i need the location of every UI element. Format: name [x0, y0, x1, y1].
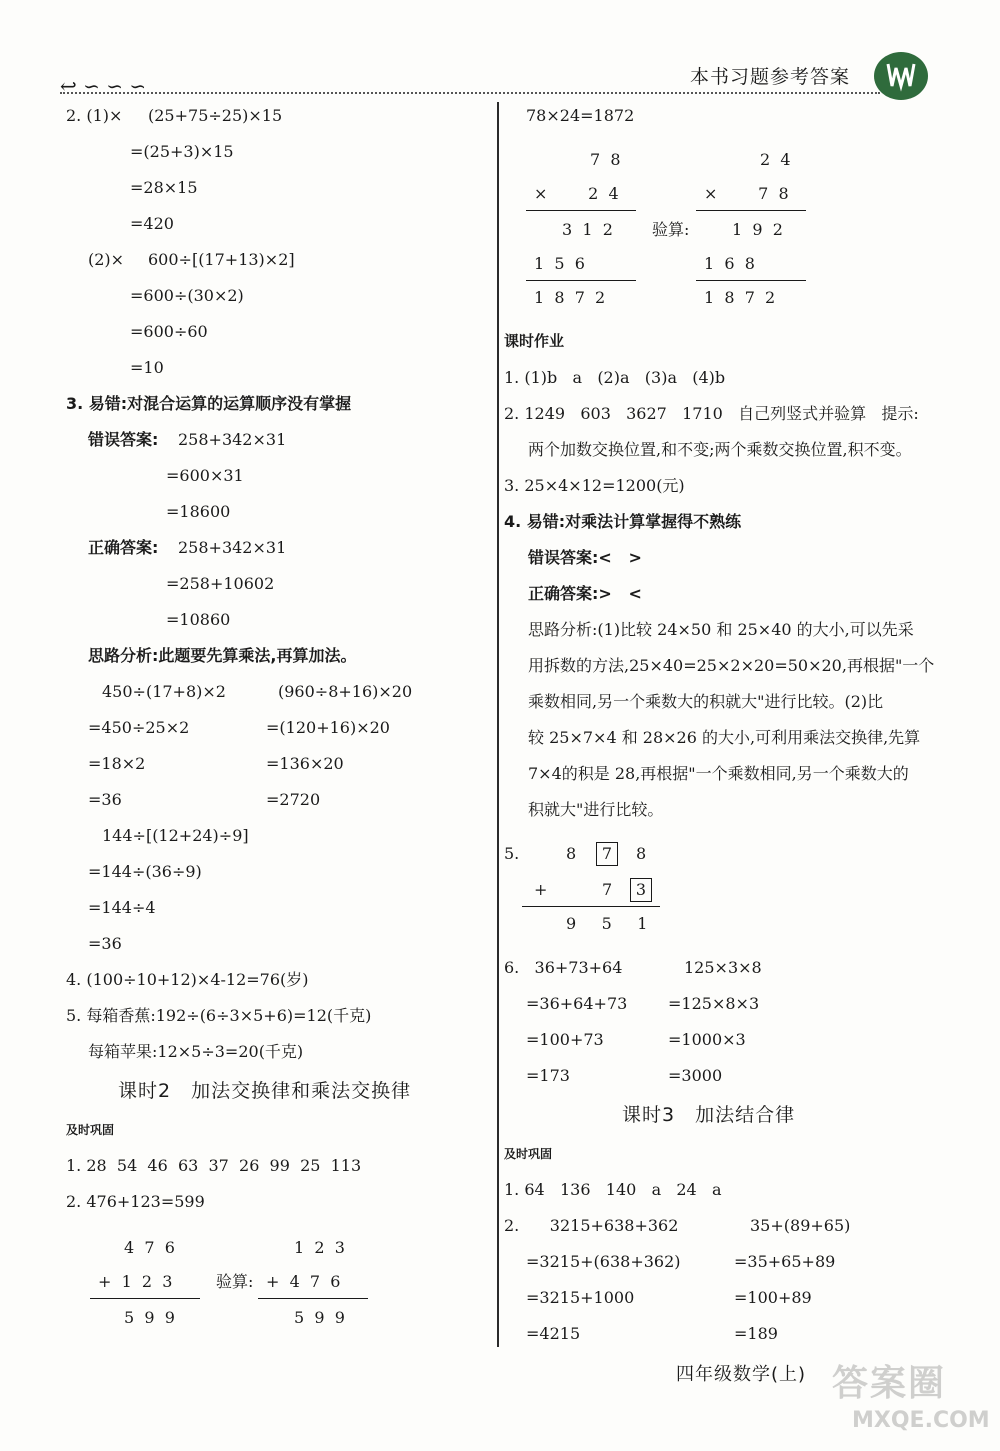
- hw-q5-op: +: [534, 880, 548, 899]
- section-label: 及时巩固: [504, 1147, 553, 1161]
- vertical-add-line: [258, 1298, 368, 1299]
- hw-q3: 3. 25×4×12=1200(元): [504, 476, 685, 495]
- lesson2-title: 课时2 加法交换律和乘法交换律: [118, 1080, 412, 1102]
- calc-c-step: 144÷[(12+24)÷9]: [102, 826, 249, 845]
- calc-a-step: 450÷(17+8)×2: [102, 682, 226, 701]
- q3-right-step: 258+342×31: [178, 538, 287, 557]
- section-label: 及时巩固: [66, 1123, 115, 1137]
- hw-q6-a: =36+64+73: [526, 994, 628, 1013]
- q2-1-step: =(25+3)×15: [130, 142, 234, 161]
- vertical-add-line: [90, 1298, 200, 1299]
- q2-2-label: (2)×: [88, 250, 125, 269]
- mult-line: [526, 280, 636, 281]
- page-header-title: 本书习题参考答案: [690, 66, 851, 88]
- watermark: 答案圈: [832, 1363, 947, 1404]
- homework-heading: 课时作业: [504, 332, 565, 350]
- hw-q2: 2. 1249 603 3627 1710 自己列竖式并验算 提示:: [504, 404, 919, 423]
- q3-wrong-label: 错误答案:: [88, 430, 159, 449]
- q5-answer: 5. 每箱香蕉:192÷(6÷3×5+6)=12(千克): [66, 1006, 372, 1025]
- q5-answer: 每箱苹果:12×5÷3=20(千克): [88, 1042, 304, 1061]
- l3-q2-b: 35+(89+65): [750, 1216, 851, 1235]
- hw-q5-digit: 8: [566, 844, 577, 863]
- hw-q4-analysis: 思路分析:(1)比较 24×50 和 25×40 的大小,可以先采: [528, 620, 914, 639]
- hw-q1: 1. (1)b a (2)a (3)a (4)b: [504, 368, 726, 387]
- check-label: 验算:: [216, 1272, 254, 1291]
- vertical-add-row: 5 9 9: [294, 1308, 345, 1327]
- hw-q6-b: =125×8×3: [668, 994, 760, 1013]
- calc-c-step: =144÷4: [88, 898, 156, 917]
- calc-a-step: =18×2: [88, 754, 146, 773]
- vertical-add-row: 4 7 6: [124, 1238, 175, 1257]
- hw-q5-box: 7: [596, 842, 618, 866]
- hw-q2: 两个加数交换位置,和不变;两个乘数交换位置,积不变。: [528, 440, 912, 459]
- q4-answer: 4. (100÷10+12)×4-12=76(岁): [66, 970, 309, 989]
- hw-q5-line: [522, 906, 660, 907]
- q3-title: 3. 易错:对混合运算的运算顺序没有掌握: [66, 394, 352, 413]
- hw-q6-a: =100+73: [526, 1030, 604, 1049]
- l3-q2-b: =189: [734, 1324, 778, 1343]
- l2-q2: 2. 476+123=599: [66, 1192, 205, 1211]
- hw-q5-label: 5.: [504, 844, 520, 863]
- hw-q5-box: 3: [630, 878, 652, 902]
- mult-line: [696, 210, 806, 211]
- watermark-site: MXQE.COM: [852, 1408, 990, 1433]
- hw-q5-result: 9 5 1: [566, 914, 648, 933]
- mult-row: 1 8 7 2: [704, 288, 776, 307]
- calc-b-step: =2720: [266, 790, 321, 809]
- column-divider: [497, 102, 499, 1347]
- calc-b-step: =136×20: [266, 754, 344, 773]
- mult-row: 3 1 2: [562, 220, 613, 239]
- book-logo-icon: [874, 52, 928, 100]
- mult-row: 1 6 8: [704, 254, 755, 273]
- hw-q5-digit: 8: [636, 844, 647, 863]
- header-curl-icon: ↩ ∽ ∽ ∽: [60, 74, 147, 98]
- hw-q6-a: 6. 36+73+64: [504, 958, 623, 977]
- q3-right-step: =258+10602: [166, 574, 275, 593]
- l3-q2-a: 2. 3215+638+362: [504, 1216, 679, 1235]
- q3-right-label: 正确答案:: [88, 538, 159, 557]
- q2-1-step: =420: [130, 214, 174, 233]
- vertical-add-row: + 4 7 6: [266, 1272, 341, 1291]
- q2-2-step: =600÷(30×2): [130, 286, 244, 305]
- q2-1-expr: (25+75÷25)×15: [148, 106, 283, 125]
- l3-q2-a: =3215+(638+362): [526, 1252, 681, 1271]
- mult-row: 1 9 2: [732, 220, 783, 239]
- q3-analysis: 思路分析:此题要先算乘法,再算加法。: [88, 646, 357, 665]
- mult-row: 7 8: [590, 150, 621, 169]
- hw-q4-right: 正确答案:> <: [528, 584, 642, 603]
- hw-q6-b: =1000×3: [668, 1030, 746, 1049]
- calc-b-step: =(120+16)×20: [266, 718, 390, 737]
- q3-wrong-step: =18600: [166, 502, 231, 521]
- hw-q4-title: 4. 易错:对乘法计算掌握得不熟练: [504, 512, 742, 531]
- l3-q2-b: =100+89: [734, 1288, 812, 1307]
- q3-wrong-step: 258+342×31: [178, 430, 287, 449]
- calc-c-step: =144÷(36÷9): [88, 862, 202, 881]
- q3-wrong-step: =600×31: [166, 466, 244, 485]
- hw-q4-analysis: 乘数相同,另一个乘数大的积就大"进行比较。(2)比: [528, 692, 884, 711]
- l3-q1: 1. 64 136 140 a 24 a: [504, 1180, 722, 1199]
- l3-q2-a: =3215+1000: [526, 1288, 635, 1307]
- l3-q2-a: =4215: [526, 1324, 581, 1343]
- hw-q4-analysis: 7×4的积是 28,再根据"一个乘数相同,另一个乘数大的: [528, 764, 909, 783]
- q2-2-expr: 600÷[(17+13)×2]: [148, 250, 295, 269]
- hw-q6-b: =3000: [668, 1066, 723, 1085]
- q2-1-step: =28×15: [130, 178, 198, 197]
- hw-q4-wrong: 错误答案:< >: [528, 548, 642, 567]
- header-dotted-rule: [60, 92, 880, 94]
- calc-a-step: =36: [88, 790, 122, 809]
- q2-1-label: 2. (1)×: [66, 106, 123, 125]
- calc-a-step: =450÷25×2: [88, 718, 190, 737]
- hw-q5-digit: 7: [602, 880, 613, 899]
- mult-row: 1 5 6: [534, 254, 585, 273]
- footer-label: 四年级数学(上): [676, 1364, 807, 1385]
- mult-line: [526, 210, 636, 211]
- vertical-add-row: 5 9 9: [124, 1308, 175, 1327]
- hw-q4-analysis: 较 25×7×4 和 28×26 的大小,可利用乘法交换律,先算: [528, 728, 921, 747]
- mult-row: 1 8 7 2: [534, 288, 606, 307]
- calc-c-step: =36: [88, 934, 122, 953]
- q2-2-step: =600÷60: [130, 322, 208, 341]
- vertical-add-row: 1 2 3: [294, 1238, 345, 1257]
- calc-b-step: (960÷8+16)×20: [278, 682, 413, 701]
- check-label: 验算:: [652, 220, 690, 239]
- hw-q6-a: =173: [526, 1066, 570, 1085]
- q3-right-step: =10860: [166, 610, 231, 629]
- mult-row: × 2 4: [534, 184, 619, 203]
- mult-line: [696, 280, 806, 281]
- lesson3-title: 课时3 加法结合律: [622, 1104, 796, 1126]
- q2-2-step: =10: [130, 358, 164, 377]
- hw-q4-analysis: 积就大"进行比较。: [528, 800, 664, 819]
- l3-q2-b: =35+65+89: [734, 1252, 836, 1271]
- r-top: 78×24=1872: [526, 106, 635, 125]
- hw-q6-b: 125×3×8: [684, 958, 762, 977]
- mult-row: × 7 8: [704, 184, 789, 203]
- vertical-add-row: + 1 2 3: [98, 1272, 173, 1291]
- l2-q1: 1. 28 54 46 63 37 26 99 25 113: [66, 1156, 362, 1175]
- mult-row: 2 4: [760, 150, 791, 169]
- hw-q4-analysis: 用拆数的方法,25×40=25×2×20=50×20,再根据"一个: [528, 656, 935, 675]
